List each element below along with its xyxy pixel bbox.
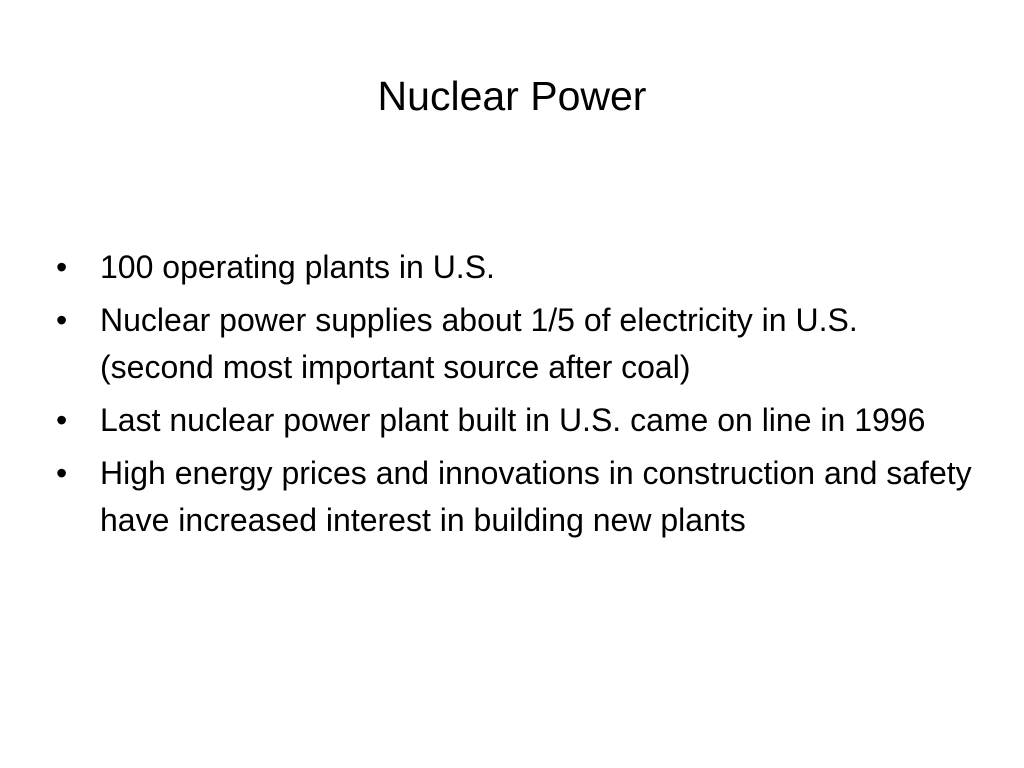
bullet-item-4 bbox=[56, 450, 976, 544]
bullet-item-2 bbox=[56, 297, 976, 391]
bullet-item-1 bbox=[56, 244, 976, 291]
bullet-dot-icon: • bbox=[56, 402, 68, 438]
bullet-text: Nuclear power supplies about 1/5 of electricity in U.S. (second most important source after coal) bbox=[100, 302, 858, 385]
bullet-text: High energy prices and innovations in construction and safety have increased interest in building new plants bbox=[100, 455, 972, 538]
bullet-text: Last nuclear power plant built in U.S. came on line in 1996 bbox=[100, 402, 926, 438]
slide-title: Nuclear Power bbox=[377, 73, 647, 119]
bullet-dot-icon: • bbox=[56, 302, 68, 338]
bullet-list bbox=[56, 244, 976, 550]
bullet-dot-icon: • bbox=[56, 455, 68, 491]
bullet-dot-icon: • bbox=[56, 249, 68, 285]
bullet-text: 100 operating plants in U.S. bbox=[100, 249, 495, 285]
bullet-item-3 bbox=[56, 397, 976, 444]
